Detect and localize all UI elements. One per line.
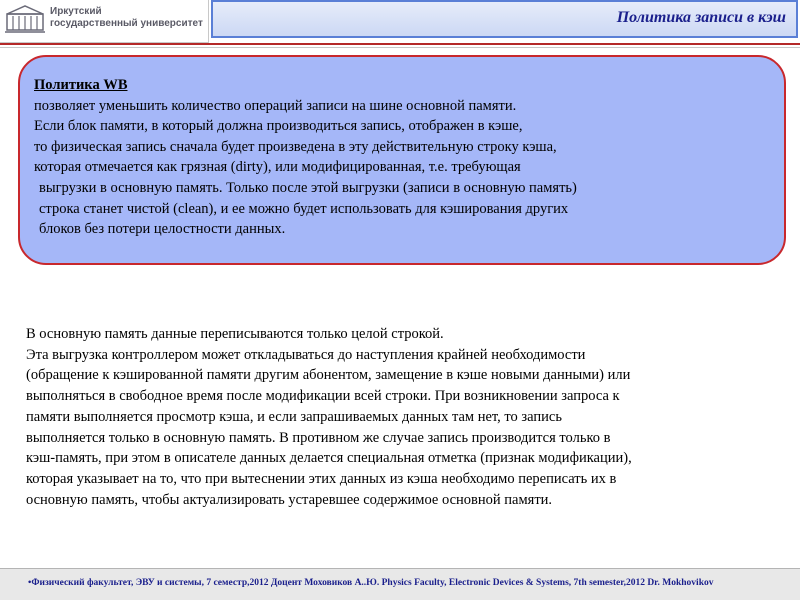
footer-credits: •Физический факультет, ЭВУ и системы, 7 семестр,2012 Доцент Моховиков А..Ю. Physics Faculty, Electronic Devices & Systems, 7th semester,2012 Dr. Mokhovikov xyxy=(28,578,714,588)
callout-heading: Политика WB xyxy=(34,77,128,93)
logo-line-1: Иркутский xyxy=(50,6,102,17)
callout-line: блоков без потери целостности данных. xyxy=(39,221,286,238)
university-logo xyxy=(0,0,209,43)
callout-line: строка станет чистой (clean), и ее можно будет использовать для кэширования других xyxy=(39,200,569,217)
body-line: основную память, чтобы актуализировать устаревшее содержимое основной памяти. xyxy=(26,491,553,508)
wb-policy-callout xyxy=(18,55,786,265)
callout-text xyxy=(34,75,774,240)
header-divider-gray xyxy=(0,47,800,48)
title-bar xyxy=(211,0,798,38)
body-line: выполняется только в основную память. В противном же случае запись производится только в xyxy=(26,429,611,446)
body-line: которая указывает на то, что при вытеснении этих данных из кэша необходимо переписать их в xyxy=(26,470,617,487)
header-divider-red xyxy=(0,43,800,45)
body-line: (обращение к кэшированной памяти другим абонентом, замещение в кэше новыми данными) или xyxy=(26,367,631,384)
university-name xyxy=(50,6,210,30)
body-line: Эта выгрузка контроллером может откладываться до наступления крайней необходимости xyxy=(26,346,586,363)
logo-line-2: государственный университет xyxy=(50,18,203,29)
callout-line: Если блок памяти, в который должна производиться запись, отображен в кэше, xyxy=(34,118,523,135)
callout-line: то физическая запись сначала будет произведена в эту действительную строку кэша, xyxy=(34,138,557,155)
body-line: памяти выполняется просмотр кэша, и если запрашиваемых данных там нет, то запись xyxy=(26,408,562,425)
body-line: кэш-память, при этом в описателе данных делается специальная отметка (признак модификации), xyxy=(26,450,632,467)
body-line: В основную память данные переписываются только целой строкой. xyxy=(26,326,444,342)
university-building-icon xyxy=(5,4,45,34)
body-line: выполняться в свободное время после модификации всей строки. При возникновении запроса к xyxy=(26,388,620,405)
callout-line: которая отмечается как грязная (dirty), или модифицированная, т.е. требующая xyxy=(34,159,521,176)
footer-bar xyxy=(0,569,800,600)
body-paragraph xyxy=(26,324,771,510)
callout-line: выгрузки в основную память. Только после этой выгрузки (записи в основную память) xyxy=(39,179,577,196)
callout-line: позволяет уменьшить количество операций записи на шине основной памяти. xyxy=(34,97,517,114)
slide-title: Политика записи в кэш xyxy=(616,9,786,26)
